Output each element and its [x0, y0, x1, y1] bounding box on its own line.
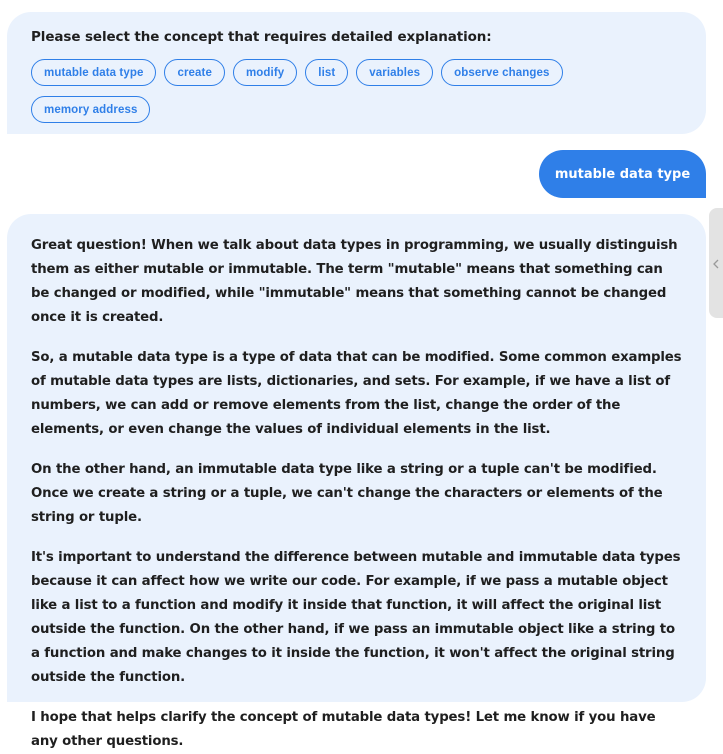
option-create[interactable]: create — [164, 59, 225, 86]
option-list[interactable]: list — [305, 59, 348, 86]
chevron-left-icon — [713, 254, 719, 273]
answer-paragraph: I hope that helps clarify the concept of mutable data types! Let me know if you have any other questions. — [31, 710, 656, 749]
option-variables[interactable]: variables — [356, 59, 433, 86]
answer-paragraph: Great question! When we talk about data types in programming, we usually distinguish them as either mutable or immutable. The term "mutable" means that something can be changed or modified, while "immutable" means that something cannot be changed once it is created. — [31, 238, 678, 325]
side-panel-toggle[interactable] — [709, 208, 723, 318]
answer-paragraph: On the other hand, an immutable data type like a string or a tuple can't be modified. Once we create a string or a tuple, we can't change the characters or elements of the string or tuple. — [31, 462, 663, 525]
option-mutable-data-type[interactable]: mutable data type — [31, 59, 156, 86]
answer-paragraph: So, a mutable data type is a type of data that can be modified. Some common examples of mutable data types are lists, dictionaries, and sets. For example, if we have a list of numbers, we can add or remove elements from the list, change the order of the elements, or even change the values of individual elements in the list. — [31, 350, 682, 437]
answer-paragraph: It's important to understand the difference between mutable and immutable data types because it can affect how we write our code. For example, if we pass a mutable object like a list to a function and modify it inside that function, it will affect the original list outside the function. On the other hand, if we pass an immutable object like a string to a function and make changes to it inside the function, it won't affect the original string outside the function. — [31, 550, 681, 685]
user-message-bubble: mutable data type — [539, 150, 706, 198]
option-modify[interactable]: modify — [233, 59, 297, 86]
assistant-answer-card — [7, 214, 706, 749]
option-observe-changes[interactable]: observe changes — [441, 59, 562, 86]
option-memory-address[interactable]: memory address — [31, 96, 150, 123]
concept-options — [31, 59, 631, 123]
prompt-title: Please select the concept that requires detailed explanation: — [31, 29, 492, 45]
concept-prompt-card — [7, 12, 706, 134]
